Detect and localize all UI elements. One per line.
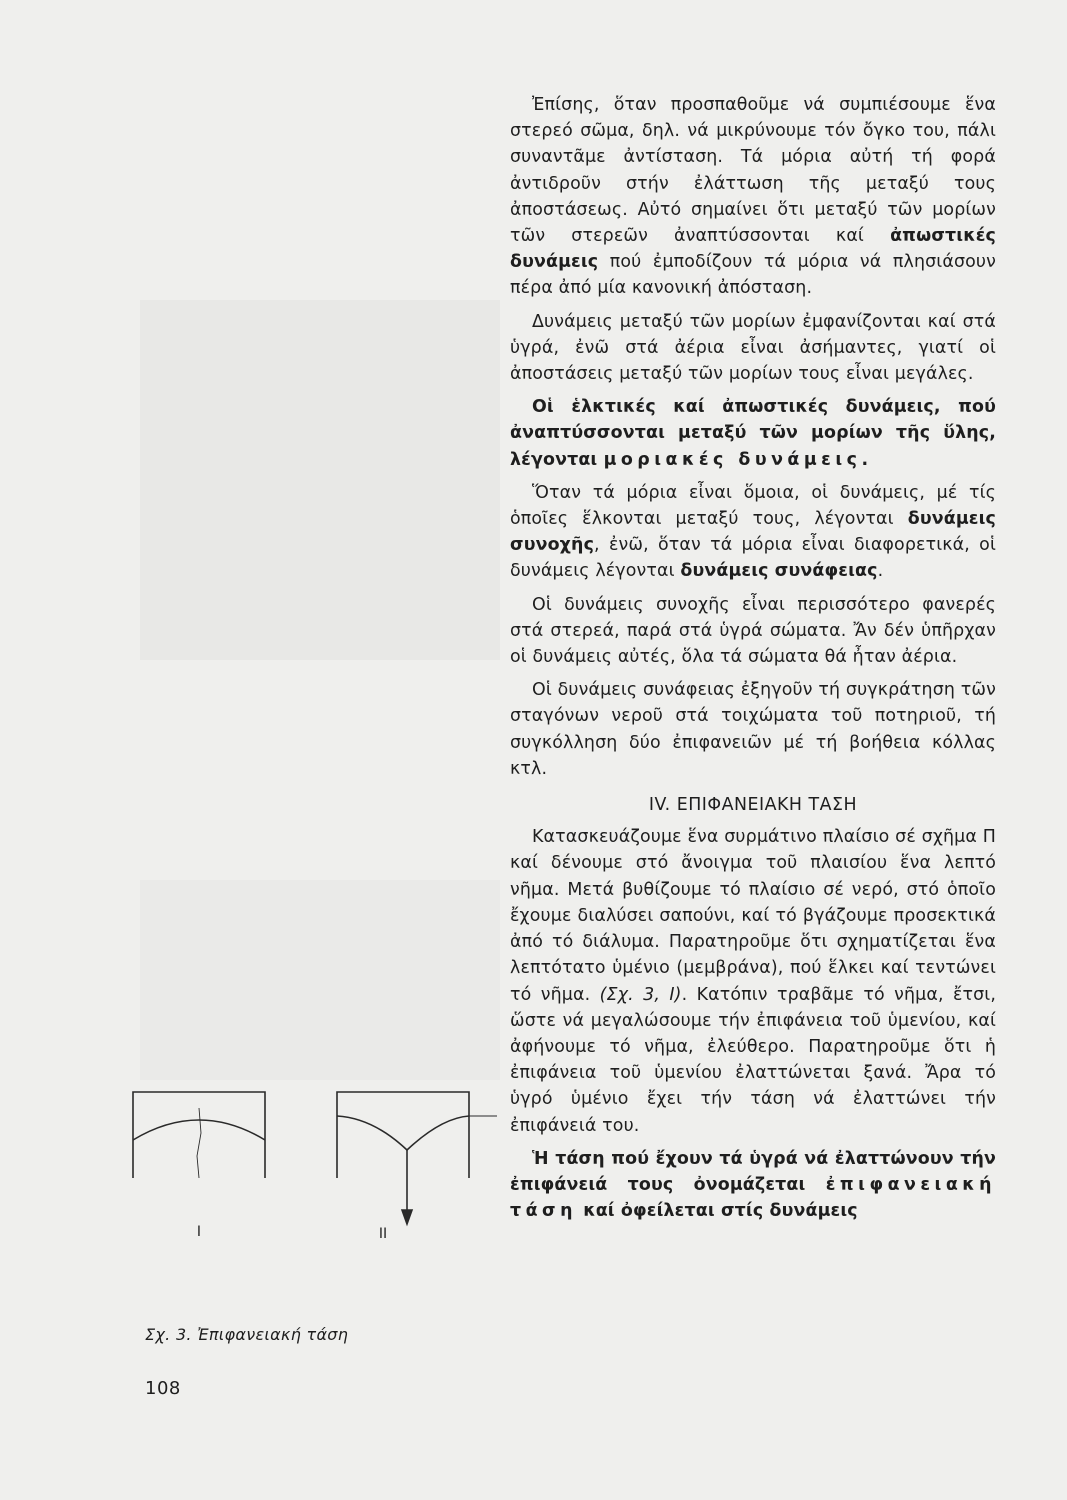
frame-i-label: I [196, 1224, 202, 1240]
page-number: 108 [145, 1378, 181, 1399]
bold-term-cohesion: δυνάμεις συνοχῆς [510, 509, 996, 556]
figure-caption: Σχ. 3. Ἐπιφανειακή τάση [145, 1325, 349, 1344]
wire-frame-diagram [125, 1078, 505, 1258]
surface-tension-figure [125, 1078, 505, 1258]
text-column [510, 92, 996, 1224]
section-heading: IV. ΕΠΙΦΑΝΕΙΑΚΗ ΤΑΣΗ [648, 795, 858, 816]
definition-surface-tension: Ἡ τάση πού ἔχουν τά ὑγρά νά ἐλαττώνουν τήν ἐπιφάνειά τους ὀνομάζεται ἐπιφανειακή τάση καί ὀφείλεται στίς δυνάμεις [510, 1148, 996, 1222]
paragraph-1: Ἐπίσης, ὅταν προσπαθοῦμε νά συμπιέσουμε ἕνα στερεό σῶμα, δηλ. νά μικρύνουμε τόν ὄγκο του, πάλι συναντᾶμε ἀντίσταση. Τά μόρια αὐτή τή φορά ἀντιδροῦν στήν ἐλάττωση τῆς μεταξύ τους ἀποστάσεως. Αὐτό σημαίνει ὅτι μεταξύ τῶν μορίων τῶν στερεῶν ἀναπτύσσονται καί ἀπωστικές δυνάμεις πού ἐμποδίζουν τά μόρια νά πλησιάσουν πέρα ἀπό μία κανονική ἀπόσταση. [510, 95, 996, 299]
frame-i-crack [197, 1108, 201, 1178]
frame-ii-outline [337, 1092, 469, 1178]
term-surface-tension: ἐπιφανειακή τάση [510, 1174, 996, 1222]
frame-ii-arrowhead [402, 1210, 412, 1224]
paragraph-4: Ὅταν τά μόρια εἶναι ὅμοια, οἱ δυνάμεις, μέ τίς ὁποῖες ἕλκονται μεταξύ τους, λέγονται δυνάμεις συνοχῆς, ἐνῶ, ὅταν τά μόρια εἶναι διαφορετικά, οἱ δυνάμεις λέγονται δυνάμεις συνάφειας. [510, 482, 996, 582]
bold-term-repulsive-forces: ἀπωστικές δυνάμεις [510, 226, 996, 273]
paragraph-5: Οἱ δυνάμεις συνοχῆς εἶναι περισσότερο φανερές στά στερεά, παρά στά ὑγρά σώματα. Ἄν δέν ὑπῆρχαν οἱ δυνάμεις αὐτές, ὅλα τά σώματα θά ἦταν ἀέρια. [510, 594, 996, 668]
frame-ii-thread-left [337, 1116, 407, 1150]
paragraph-6: Οἱ δυνάμεις συνάφειας ἐξηγοῦν τή συγκράτηση τῶν σταγόνων νεροῦ στά τοιχώματα τοῦ ποτηριοῦ, τή συγκόλληση δύο ἐπιφανειῶν μέ τή βοήθεια κόλλας κτλ. [510, 680, 996, 779]
paragraph-7: Κατασκευάζουμε ἕνα συρμάτινο πλαίσιο σέ σχῆμα Π καί δένουμε στό ἄνοιγμα τοῦ πλαισίου ἕνα λεπτό νῆμα. Μετά βυθίζουμε τό πλαίσιο σέ νερό, στό ὁποῖο ἔχουμε διαλύσει σαπούνι, καί τό βγάζουμε προσεκτικά ἀπό τό διάλυμα. Παρατηροῦμε ὅτι σχηματίζεται ἕνα λεπτότατο ὑμένιο (μεμβράνα), πού ἕλκει καί τεντώνει τό νῆμα. (Σχ. 3, Ι). Κατόπιν τραβᾶμε τό νῆμα, ἔτσι, ὥστε νά μεγαλώσουμε τήν ἐπιφάνεια τοῦ ὑμενίου, καί ἀφήνουμε τό νῆμα, ἐλεύθερο. Παρατηροῦμε ὅτι ἡ ἐπιφάνεια τοῦ ὑμενίου ἐλαττώνεται ξανά. Ἄρα τό ὑγρό ὑμένιο ἔχει τήν τάση νά ἐλαττώνει τήν ἐπιφάνειά του. [510, 827, 997, 1136]
definition-molecular-forces: Οἱ ἑλκτικές καί ἀπωστικές δυνάμεις, πού ἀναπτύσσονται μεταξύ τῶν μορίων τῆς ὕλης, λέγονται μοριακές δυνάμεις. [510, 397, 996, 470]
frame-i-film-thread [133, 1120, 265, 1140]
figure-reference: (Σχ. 3, Ι) [599, 984, 682, 1005]
show-through-image [140, 300, 500, 660]
term-molecular-forces: μοριακές δυνάμεις [603, 449, 862, 470]
show-through-diagram [140, 880, 500, 1080]
bold-term-adhesion: δυνάμεις συνάφειας [680, 561, 878, 582]
paragraph-2: Δυνάμεις μεταξύ τῶν μορίων ἐμφανίζονται καί στά ὑγρά, ἐνῶ στά ἀέρια εἶναι ἀσήμαντες, γιατί οἱ ἀποστάσεις μεταξύ τῶν μορίων τους εἶναι μεγάλες. [510, 311, 996, 385]
frame-ii-label: II [378, 1226, 388, 1242]
frame-ii-thread-right [407, 1116, 469, 1150]
frame-i-outline [133, 1092, 265, 1178]
